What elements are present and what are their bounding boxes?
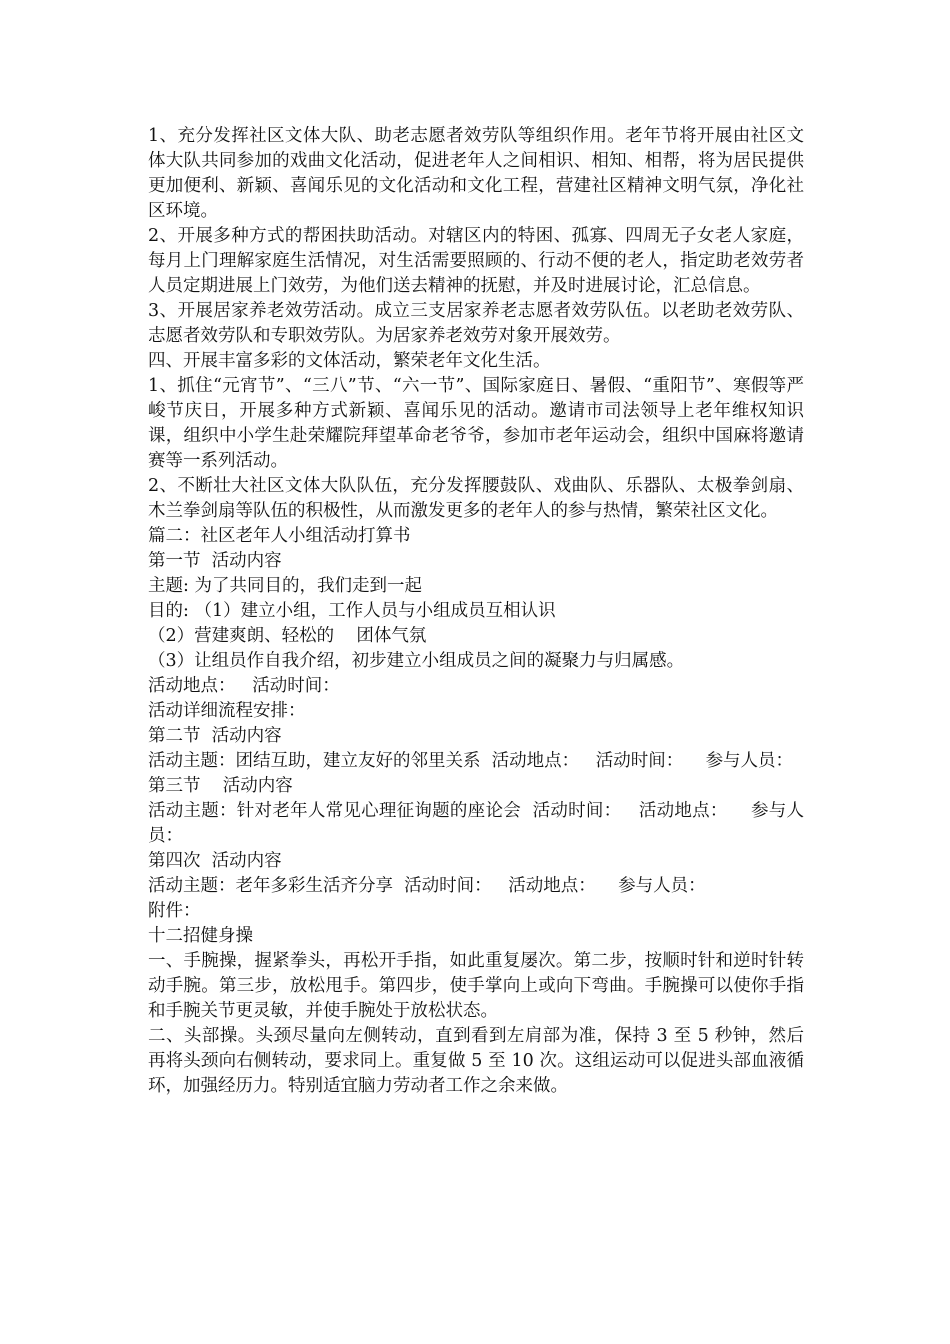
section-4-title: 第四次 活动内容	[148, 851, 282, 871]
section-3-title: 第三节 活动内容	[148, 776, 293, 796]
exercise-title: 十二招健身操	[148, 926, 253, 946]
document-body	[148, 124, 804, 1099]
section-2-title: 第二节 活动内容	[148, 726, 282, 746]
section-2-theme: 活动主题：团结互助，建立友好的邻里关系 活动地点： 活动时间： 参与人员：	[148, 751, 794, 771]
appendix-label: 附件：	[148, 901, 201, 921]
section-1-place-time: 活动地点： 活动时间：	[148, 676, 340, 696]
paragraph-5: 1、抓住“元宵节”、“三八”节、“六一节”、国际家庭日、暑假、“重阳节”、寒假等严峻节庆日，开展多种方式新颖、喜闻乐见的活动。邀请市司法领导上老年维权知识课，组织中小学生赴荣耀院拜望革命老爷爷，参加市老年运动会，组织中国麻将邀请赛等一系列活动。	[148, 376, 804, 471]
section-3-theme: 活动主题：针对老年人常见心理征询题的座论会 活动时间： 活动地点： 参与人员：	[148, 801, 804, 846]
section-1-title: 第一节 活动内容	[148, 551, 282, 571]
exercise-wrist: 一、手腕操，握紧拳头，再松开手指，如此重复屡次。第二步，按顺时针和逆时针转动手腕。第三步，放松甩手。第四步，使手掌向上或向下弯曲。手腕操可以使你手指和手腕关节更灵敏，并使手腕处于放松状态。	[148, 951, 804, 1021]
section-4-theme: 活动主题：老年多彩生活齐分享 活动时间： 活动地点： 参与人员：	[148, 876, 706, 896]
paragraph-6: 2、不断壮大社区文体大队队伍，充分发挥腰鼓队、戏曲队、乐器队、太极拳剑扇、木兰拳剑扇等队伍的积极性，从而激发更多的老年人的参与热情，繁荣社区文化。	[148, 476, 804, 521]
section-1-goal-1: 目的: （1）建立小组，工作人员与小组成员互相认识	[148, 601, 556, 621]
section-1-process: 活动详细流程安排：	[148, 701, 306, 721]
paragraph-3: 3、开展居家养老效劳活动。成立三支居家养老志愿者效劳队伍。以老助老效劳队、志愿者效劳队和专职效劳队。为居家养老效劳对象开展效劳。	[148, 301, 804, 346]
section-1-goal-3: （3）让组员作自我介绍，初步建立小组成员之间的凝聚力与归属感。	[148, 651, 685, 671]
section-1-goal-2: （2）营建爽朗、轻松的 团体气氛	[148, 626, 427, 646]
section-heading-4: 四、开展丰富多彩的文体活动，繁荣老年文化生活。	[148, 351, 551, 371]
exercise-head: 二、头部操。头颈尽量向左侧转动，直到看到左肩部为准，保持 3 至 5 秒钟，然后再将头颈向右侧转动，要求同上。重复做 5 至 10 次。这组运动可以促进头部血液循环，加强经历力。特别适宜脑力劳动者工作之余来做。	[148, 1026, 804, 1096]
paragraph-1: 1、充分发挥社区文体大队、助老志愿者效劳队等组织作用。老年节将开展由社区文体大队共同参加的戏曲文化活动，促进老年人之间相识、相知、相帮，将为居民提供更加便利、新颖、喜闻乐见的文化活动和文化工程，营建社区精神文明气氛，净化社区环境。	[148, 126, 804, 221]
section-1-theme: 主题: 为了共同目的，我们走到一起	[148, 576, 422, 596]
chapter-title: 篇二：社区老年人小组活动打算书	[148, 526, 411, 546]
paragraph-2: 2、开展多种方式的帮困扶助活动。对辖区内的特困、孤寡、四周无子女老人家庭，每月上门理解家庭生活情况，对生活需要照顾的、行动不便的老人，指定助老效劳者人员定期进展上门效劳，为他们送去精神的抚慰，并及时进展讨论，汇总信息。	[148, 226, 804, 296]
